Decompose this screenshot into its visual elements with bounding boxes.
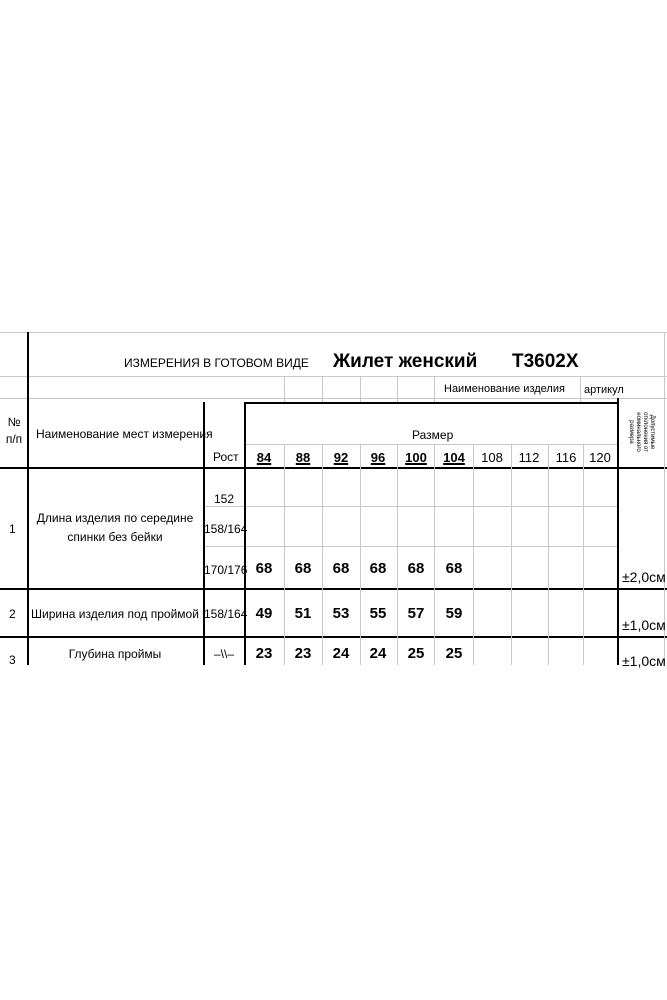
row-2-value-84: 49 [255,605,273,622]
row-1-number: 1 [9,522,16,536]
grid-line [0,376,667,377]
size-104: 104 [443,450,465,465]
column-number: № п/п [5,415,23,446]
grid-line [548,444,549,665]
product-name-label: Наименование изделия [444,383,565,395]
row-1-tolerance: ±2,0см [622,569,666,585]
row-2-value-96: 55 [369,605,387,622]
size-96: 96 [370,450,386,465]
row-1-value-100: 68 [407,560,425,577]
row-3-value-88: 23 [294,645,312,662]
size-112: 112 [518,450,540,465]
row-2-value-100: 57 [407,605,425,622]
row-1-value-92: 68 [332,560,350,577]
row-1-value-88: 68 [294,560,312,577]
row-3-value-104: 25 [445,645,463,662]
size-84: 84 [256,450,272,465]
size-100: 100 [405,450,427,465]
size-108: 108 [481,450,503,465]
row-3-value-92: 24 [332,645,350,662]
grid-line [583,444,584,665]
row-2-height: 158/164 [204,607,248,621]
size-120: 120 [589,450,611,465]
row-2-value-104: 59 [445,605,463,622]
grid-line [203,506,617,507]
grid-line [284,444,285,665]
row-1-height-1: 152 [213,492,235,506]
size-88: 88 [295,450,311,465]
row-1-value-104: 68 [445,560,463,577]
product-name: Жилет женский [333,351,478,372]
grid-line [434,444,435,665]
column-sizes-title: Размер [412,428,454,442]
row-2-value-88: 51 [294,605,312,622]
row-1-height-3: 170/176 [204,563,248,577]
row-1-height-2: 158/164 [204,522,248,536]
row-3-height: –\\– [213,647,234,661]
header-caption: ИЗМЕРЕНИЯ В ГОТОВОМ ВИДЕ [124,356,309,370]
grid-line [434,376,435,402]
grid-line [0,467,667,469]
grid-line [244,402,617,404]
grid-line [473,444,474,665]
grid-line [360,376,361,402]
grid-line [284,376,285,402]
column-measurement: Наименование мест измерения [36,427,213,441]
grid-line [27,332,29,665]
grid-line [322,376,323,402]
row-2-number: 2 [9,607,16,621]
grid-line [397,376,398,402]
row-3-name: Глубина проймы [68,647,162,661]
row-3-number: 3 [9,653,16,667]
grid-line [511,444,512,665]
grid-line [580,376,581,402]
grid-line [664,332,665,665]
grid-line [0,398,667,399]
product-article: Т3602Х [512,351,579,372]
row-1-name-line2: спинки без бейки [67,530,163,544]
grid-line [0,332,667,333]
size-116: 116 [555,450,577,465]
grid-line [0,636,667,638]
column-height: Рост [213,450,239,464]
grid-line [360,444,361,665]
row-2-value-92: 53 [332,605,350,622]
row-1-value-84: 68 [255,560,273,577]
article-label: артикул [584,384,624,396]
row-3-value-84: 23 [255,645,273,662]
size-92: 92 [333,450,349,465]
tolerance-label: Допустимые отклонения от номинального размера [628,412,655,452]
column-tolerance [621,402,661,462]
row-2-name: Ширина изделия под проймой [31,607,199,621]
row-3-value-100: 25 [407,645,425,662]
row-3-tolerance: ±1,0см [622,653,666,669]
grid-line [322,444,323,665]
row-1-value-96: 68 [369,560,387,577]
grid-line [203,546,617,547]
grid-line [617,398,619,665]
row-1-name-line1: Длина изделия по середине [36,511,194,525]
grid-line [397,444,398,665]
row-2-tolerance: ±1,0см [622,617,666,633]
grid-line [244,444,617,445]
grid-line [0,588,667,590]
row-3-value-96: 24 [369,645,387,662]
